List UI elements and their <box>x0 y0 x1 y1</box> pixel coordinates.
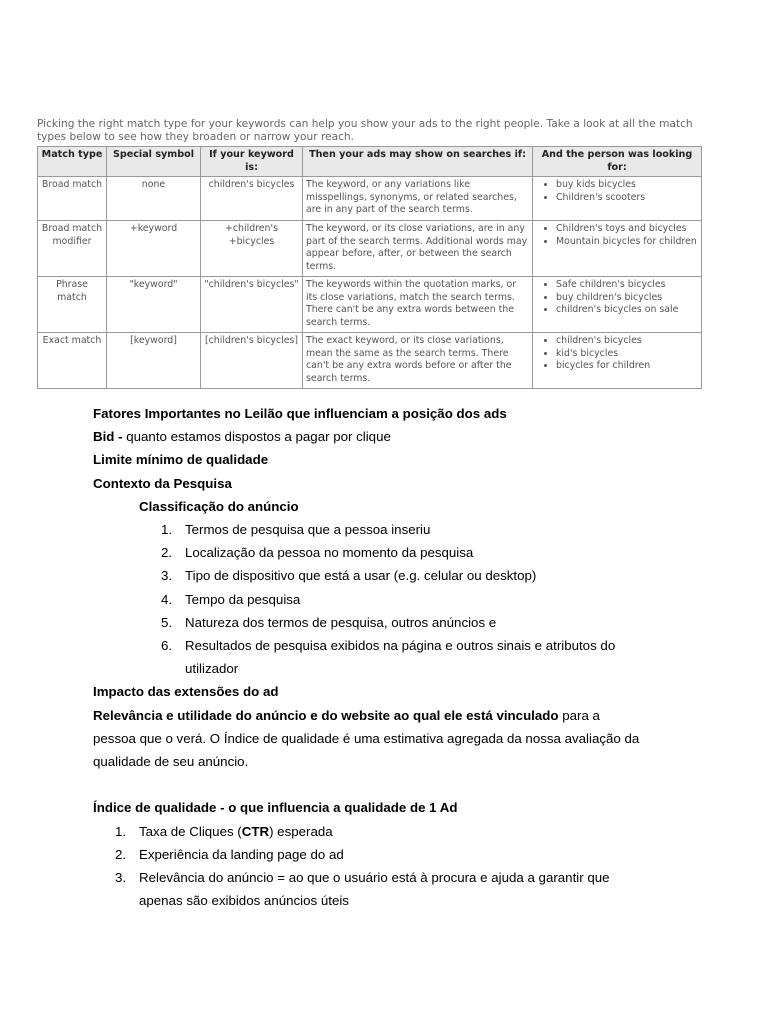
cell-match-type: Broad match <box>38 177 107 221</box>
cell-keyword: [children's bicycles] <box>201 333 303 389</box>
quality-list <box>93 820 673 913</box>
list-item: 3. Relevância do anúncio = ao que o usuário está à procura e ajuda a garantir que apenas são exibidos anúncios úteis <box>115 870 610 909</box>
list-item: • children's bicycles <box>556 335 698 348</box>
header-looking-for: And the person was looking for: <box>533 147 702 177</box>
intro-text: Picking the right match type for your keywords can help you show your ads to the right people. Take a look at all the match types below to see how they broaden or narrow your reach. <box>37 117 693 143</box>
table-header-row <box>38 147 702 177</box>
list-item: 5. Natureza dos termos de pesquisa, outros anúncios e <box>161 614 497 630</box>
list-item: • children's bicycles on sale <box>556 304 698 317</box>
cell-keyword: +children's +bicycles <box>201 221 303 277</box>
list-item: • bicycles for children <box>556 360 698 373</box>
list-item: 1. Termos de pesquisa que a pessoa inseriu <box>161 522 431 538</box>
cell-keyword: children's bicycles <box>201 177 303 221</box>
quality-score-heading: Índice de qualidade - o que influencia a qualidade de 1 Ad <box>93 800 458 816</box>
cell-match-type: Exact match <box>38 333 107 389</box>
quality-limit-line: Limite mínimo de qualidade <box>93 452 269 468</box>
list-item: • kid's bicycles <box>556 348 698 361</box>
cell-examples <box>533 277 702 333</box>
cell-description: The exact keyword, or its close variations, mean the same as the search terms. There can't be any extra words before or after the search terms. <box>303 333 533 389</box>
cell-symbol: [keyword] <box>107 333 201 389</box>
list-item: 4. Tempo da pesquisa <box>161 591 301 607</box>
list-item: • Safe children's bicycles <box>556 279 698 292</box>
cell-symbol: "keyword" <box>107 277 201 333</box>
cell-symbol: +keyword <box>107 221 201 277</box>
section-heading: Fatores Importantes no Leilão que influenciam a posição dos ads <box>93 406 507 421</box>
cell-symbol: none <box>107 177 201 221</box>
match-types-table <box>37 146 702 389</box>
list-item: 6. Resultados de pesquisa exibidos na página e outros sinais e atributos do utilizador <box>161 638 616 677</box>
cell-description: The keyword, or its close variations, are in any part of the search terms. Additional words may appear before, after, or between the search terms. <box>303 221 533 277</box>
table-row <box>38 177 702 221</box>
list-item: 3. Tipo de dispositivo que está a usar (e.g. celular ou desktop) <box>161 568 537 584</box>
list-item: • buy children's bicycles <box>556 292 698 305</box>
bid-text: quanto estamos dispostos a pagar por clique <box>122 429 391 445</box>
list-item: 1. Taxa de Cliques (CTR) esperada <box>115 823 333 839</box>
classification-list <box>93 518 673 680</box>
cell-examples <box>533 177 702 221</box>
header-match-type: Match type <box>38 147 107 177</box>
cell-examples <box>533 221 702 277</box>
table-row <box>38 277 702 333</box>
cell-description: The keyword, or any variations like misspellings, synonyms, or related searches, are in any part of the search terms. <box>303 177 533 221</box>
list-item: • Mountain bicycles for children <box>556 236 698 249</box>
relevance-paragraph: Relevância e utilidade do anúncio e do website ao qual ele está vinculado para a pessoa que o verá. O Índice de qualidade é uma estimativa agregada da nossa avaliação da qualidade de seu anúncio. <box>93 707 640 770</box>
bid-line <box>93 425 673 448</box>
list-item: 2. Localização da pessoa no momento da pesquisa <box>161 545 474 561</box>
header-searches: Then your ads may show on searches if: <box>303 147 533 177</box>
list-item: • Children's toys and bicycles <box>556 223 698 236</box>
header-special-symbol: Special symbol <box>107 147 201 177</box>
cell-keyword: "children's bicycles" <box>201 277 303 333</box>
list-item: • Children's scooters <box>556 192 698 205</box>
list-item: 2. Experiência da landing page do ad <box>115 846 344 862</box>
cell-match-type: Phrase match <box>38 277 107 333</box>
cell-match-type: Broad match modifier <box>38 221 107 277</box>
header-keyword: If your keyword is: <box>201 147 303 177</box>
search-context-line: Contexto da Pesquisa <box>93 475 232 491</box>
classification-heading: Classificação do anúncio <box>139 498 299 514</box>
table-row <box>38 333 702 389</box>
cell-description: The keywords within the quotation marks, or its close variations, match the search terms. There can't be any extra words between the search terms. <box>303 277 533 333</box>
extensions-impact-line: Impacto das extensões do ad <box>93 684 279 700</box>
document-body <box>93 402 673 912</box>
table-row <box>38 221 702 277</box>
bid-label: Bid - <box>93 429 123 445</box>
cell-examples <box>533 333 702 389</box>
list-item: • buy kids bicycles <box>556 179 698 192</box>
